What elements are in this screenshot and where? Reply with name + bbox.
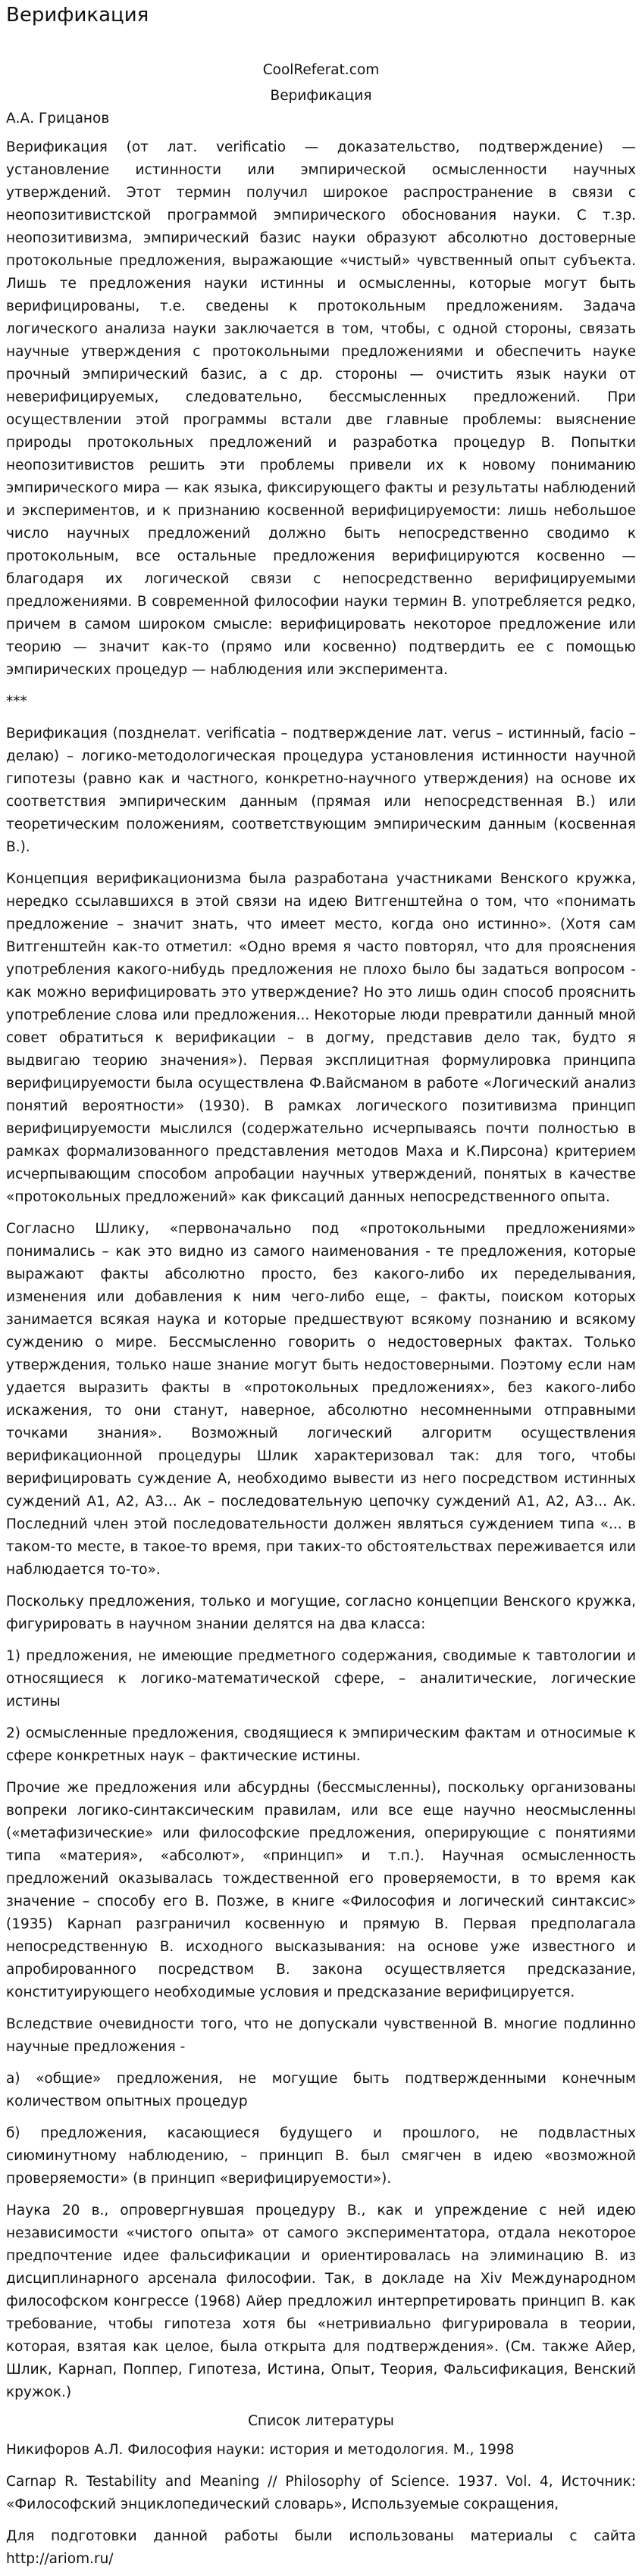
list-item-future-past: б) предложения, касающиеся будущего и прошлого, не подвластных сиюминутному наблюдению, – принцип В. был смягчен в идею «возможной проверяемости» (в принцип «верифицируемости»). (6, 2125, 636, 2187)
list-item-analytic: 1) предложения, не имеющие предметного содержания, сводимые к тавтологии и относящиеся к логико-математической сфере, – аналитические, логические истины (6, 1648, 636, 1710)
paragraph-two-classes: Поскольку предложения, только и могущие, согласно концепции Венского кружка, фигурировать в научном знании делятся на два класса: (6, 1594, 636, 1632)
list-item-general: а) «общие» предложения, не могущие быть подтвержденными конечным количеством опытных процедур (6, 2071, 636, 2109)
paragraph-definition: Верификация (от лат. verificatio — доказательство, подтверждение) — установление истинности или эмпирической осмысленности научных утверждений. Этот термин получил широкое распространение в связи с неопозитивистской программой эмпирического обоснования науки. С т.зр. неопозитивизма, эмпирический базис науки образуют абсолютно достоверные протокольные предложения, выражающие «чистый» чувственный опыт субъекта. Лишь те предложения науки истинны и осмысленны, которые могут быть верифицированы, т.е. сведены к протокольным предложениям. Задача логического анализа науки заключается в том, чтобы, с одной стороны, связать научные утверждения с протокольными предложениями и обеспечить науке прочный эмпирический базис, а с др. стороны — очистить язык науки от неверифицируемых, следовательно, бессмысленных предложений. При осуществлении этой программы встали две главные проблемы: выяснение природы протокольных предложений и разработка процедур В. Попытки неопозитивистов решить эти проблемы привели их к новому пониманию эмпирического мира — как языка, фиксирующего факты и результаты наблюдений и экспериментов, и к признанию косвенной верифицируемости: лишь небольшое число научных предложений должно быть непосредственно сводимо к протокольным, все остальные предложения верифицируются косвенно — благодаря их логической связи с непосредственно верифицируемыми предложениями. В современной философии науки термин В. употребляется редко, причем в самом широком смысле: верифицировать некоторое предложение или теорию — значит как-то (прямо или косвенно) подтвердить ее с помощью эмпирических процедур — наблюдения или эксперимента. (6, 139, 636, 678)
reference-item: Carnap R. Testability and Meaning // Philosophy of Science. 1937. Vol. 4, Источник: «Философский энциклопедический словарь», Используемые сокращения, (6, 2474, 636, 2512)
article-page (0, 3, 642, 2571)
paragraph-vienna-circle: Концепция верификационизма была разработана участниками Венского кружка, нередко ссылавшихся в этой связи на идею Витгенштейна о том, что «понимать предложение – значит знать, что имеет место, когда оно истинно». (Хотя сам Витгенштейн как-то отметил: «Одно время я часто повторял, что для прояснения употребления какого-нибудь предложения не плохо было бы задаться вопросом - как можно верифицировать это утверждение? Но это лишь один способ прояснить употребление слова или предложения... Некоторые люди превратили данный мной совет обратиться к верификации – в догму, представив дело так, будто я выдвигаю теорию значения»). Первая эксплицитная формулировка принципа верифицируемости была осуществлена Ф.Вайсманом в работе «Логический анализ понятий вероятности» (1930). В рамках логического позитивизма принцип верифицируемости мыслился (содержательно исчерпываясь почти полностью в рамках формализованного представления методов Маха и К.Пирсона) критерием исчерпывающим способом апробации научных утверждений, понятых в качестве «протокольных предложений» как фиксаций данных непосредственного опыта. (6, 871, 636, 1205)
article-author: А.А. Грицанов (6, 111, 110, 126)
paragraph-schlick: Согласно Шлику, «первоначально под «протокольными предложениями» понимались – как это видно из самого наименования - те предложения, которые выражают факты абсолютно просто, без какого-либо их переделывания, изменения или добавления к ним чего-либо еще, – факты, поиском которых занимается всякая наука и которые предшествуют всякому познанию и всякому суждению о мире. Бессмысленно говорить о недостоверных фактах. Только утверждения, только наше знание могут быть недостоверными. Поэтому если нам удается выразить факты в «протокольных предложениях», без какого-либо искажения, то они станут, наверное, абсолютно несомненными отправными точками знания». Возможный логический алгоритм осуществления верификационной процедуры Шлик характеризовал так: для того, чтобы верифицировать суждение А, необходимо вывести из него посредством истинных суждений А1, А2, А3... Ак – последовательную цепочку суждений А1, А2, А3... Ак. Последний член этой последовательности должен являться суждением типа «... в таком-то месте, в такое-то время, при таких-то обстоятельствах переживается или наблюдается то-то». (6, 1221, 636, 1578)
page-title: Верификация (6, 4, 149, 27)
paragraph-scientific-sentences: Вследствие очевидности того, что не допускали чувственной В. многие подлинно научные предложения - (6, 2016, 636, 2055)
list-item-factual: 2) осмысленные предложения, сводящиеся к эмпирическим фактам и относимые к сфере конкретных наук – фактические истины. (6, 1725, 636, 1764)
references-title: Список литературы (248, 2413, 394, 2429)
paragraph-carnap: Прочие же предложения или абсурдны (бессмысленны), поскольку организованы вопреки логико-синтаксическим правилам, или все еще научно неосмысленны («метафизические» или философские предложения, оперирующие с понятиями типа «материя», «абсолют», «принцип» и т.п.). Научная осмысленность предложений оказывалась тождественной его проверяемости, в то время как значение – способу его В. Позже, в книге «Философия и логический синтаксис» (1935) Карнап разграничил косвенную и прямую В. Первая предполагала непосредственную В. исходного высказывания: на основе уже известного и апробированного посредством В. закона осуществляется предсказание, конституирующего необходимые условия и предсказание верифицируется. (6, 1780, 636, 2000)
section-separator: *** (6, 694, 27, 710)
paragraph-verification-procedure: Верификация (позднелат. verificatia – подтверждение лат. verus – истинный, facio – делаю) – логико-методологическая процедура установления истинности научной гипотезы (равно как и частного, конкретно-научного утверждения) на основе их соответствия эмпирическим данным (прямая или непосредственная В.) или теоретическим положениям, соответствующим эмпирическим данным (косвенная В.). (6, 726, 636, 855)
site-name: CoolReferat.com (262, 62, 380, 78)
paragraph-20th-century: Наука 20 в., опровергнувшая процедуру В., как и упреждение с ней идею независимости «чистого опыта» от самого экспериментатора, отдала некоторое предпочтение идее фальсификации и ориентировалась на элиминацию В. из дисциплинарного арсенала философии. Так, в докладе на Xiv Международном философском конгрессе (1968) Айер предложил интерпретировать принцип В. как требование, чтобы гипотеза хотя бы «нетривиально фигурировала в теории, которая, взятая как целое, была открыта для подтверждения». (См. также Айер, Шлик, Карнап, Поппер, Гипотеза, Истина, Опыт, Теория, Фальсификация, Венский кружок.) (6, 2203, 636, 2400)
reference-source: Для подготовки данной работы были использованы материалы с сайта http://ariom.ru/ (6, 2528, 636, 2567)
reference-item: Никифоров А.Л. Философия науки: история и методология. М., 1998 (6, 2442, 515, 2458)
article-subtitle: Верификация (270, 88, 372, 104)
